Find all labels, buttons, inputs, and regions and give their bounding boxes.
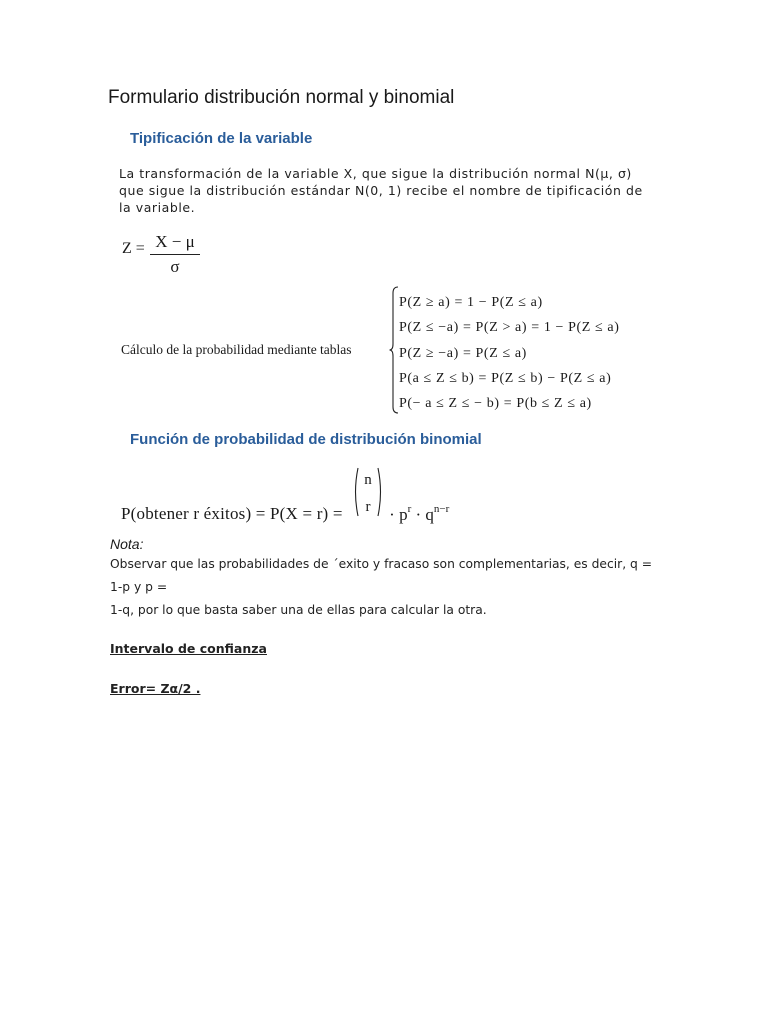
binomial-formula-rhs bbox=[389, 503, 449, 525]
note-line: 1-p y p = bbox=[110, 580, 168, 594]
q-symbol: q bbox=[425, 505, 434, 525]
tables-label: Cálculo de la probabilidad mediante tablas bbox=[121, 342, 352, 357]
z-formula-lhs: Z = bbox=[122, 240, 145, 257]
intervalo-heading: Intervalo de confianza bbox=[110, 641, 267, 656]
note-line: 1-q, por lo que basta saber una de ellas para calcular la otra. bbox=[110, 603, 487, 617]
z-formula-numerator: X − μ bbox=[155, 232, 195, 251]
z-formula-denominator: σ bbox=[170, 257, 180, 276]
probability-rule: P(− a ≤ Z ≤ − b) = P(b ≤ Z ≤ a) bbox=[399, 396, 592, 412]
binomial-formula-lhs: P(obtener r éxitos) = P(X = r) = bbox=[121, 504, 343, 524]
dot-operator: · bbox=[415, 505, 422, 525]
note-label: Nota: bbox=[110, 536, 144, 552]
section-heading-binomial: Función de probabilidad de distribución binomial bbox=[130, 431, 482, 448]
probability-rules bbox=[399, 290, 619, 416]
q-exponent: n−r bbox=[433, 503, 450, 516]
dot-operator: · bbox=[389, 505, 395, 525]
fraction-bar bbox=[150, 254, 200, 255]
binomial-bottom: r bbox=[365, 499, 371, 515]
binomial-formula bbox=[121, 466, 449, 525]
note-line: Observar que las probabilidades de ´exito y fracaso son complementarias, es decir, q = bbox=[110, 557, 653, 571]
probability-rule: P(Z ≥ a) = 1 − P(Z ≤ a) bbox=[399, 295, 543, 310]
left-paren bbox=[355, 468, 358, 516]
error-formula: Error= Zα/2 . bbox=[110, 681, 201, 696]
p-exponent: r bbox=[407, 503, 412, 516]
p-symbol: p bbox=[399, 505, 408, 525]
binomial-coefficient bbox=[353, 466, 383, 518]
binomial-top: n bbox=[364, 472, 372, 488]
section-heading-tipificacion: Tipificación de la variable bbox=[130, 130, 313, 147]
probability-rule: P(a ≤ Z ≤ b) = P(Z ≤ b) − P(Z ≤ a) bbox=[399, 370, 612, 386]
document-title: Formulario distribución normal y binomial bbox=[108, 87, 455, 108]
z-formula-fraction bbox=[150, 232, 200, 277]
right-paren bbox=[378, 468, 381, 516]
probability-rule: P(Z ≥ −a) = P(Z ≤ a) bbox=[399, 345, 527, 361]
probability-rule: P(Z ≤ −a) = P(Z > a) = 1 − P(Z ≤ a) bbox=[399, 320, 620, 336]
left-brace-icon bbox=[389, 286, 399, 414]
tipificacion-paragraph: La transformación de la variable X, que sigue la distribución normal N(μ, σ) que sigue la distribución estándar N(0, 1) recibe el nombre de tipificación de la variable. bbox=[119, 166, 643, 215]
